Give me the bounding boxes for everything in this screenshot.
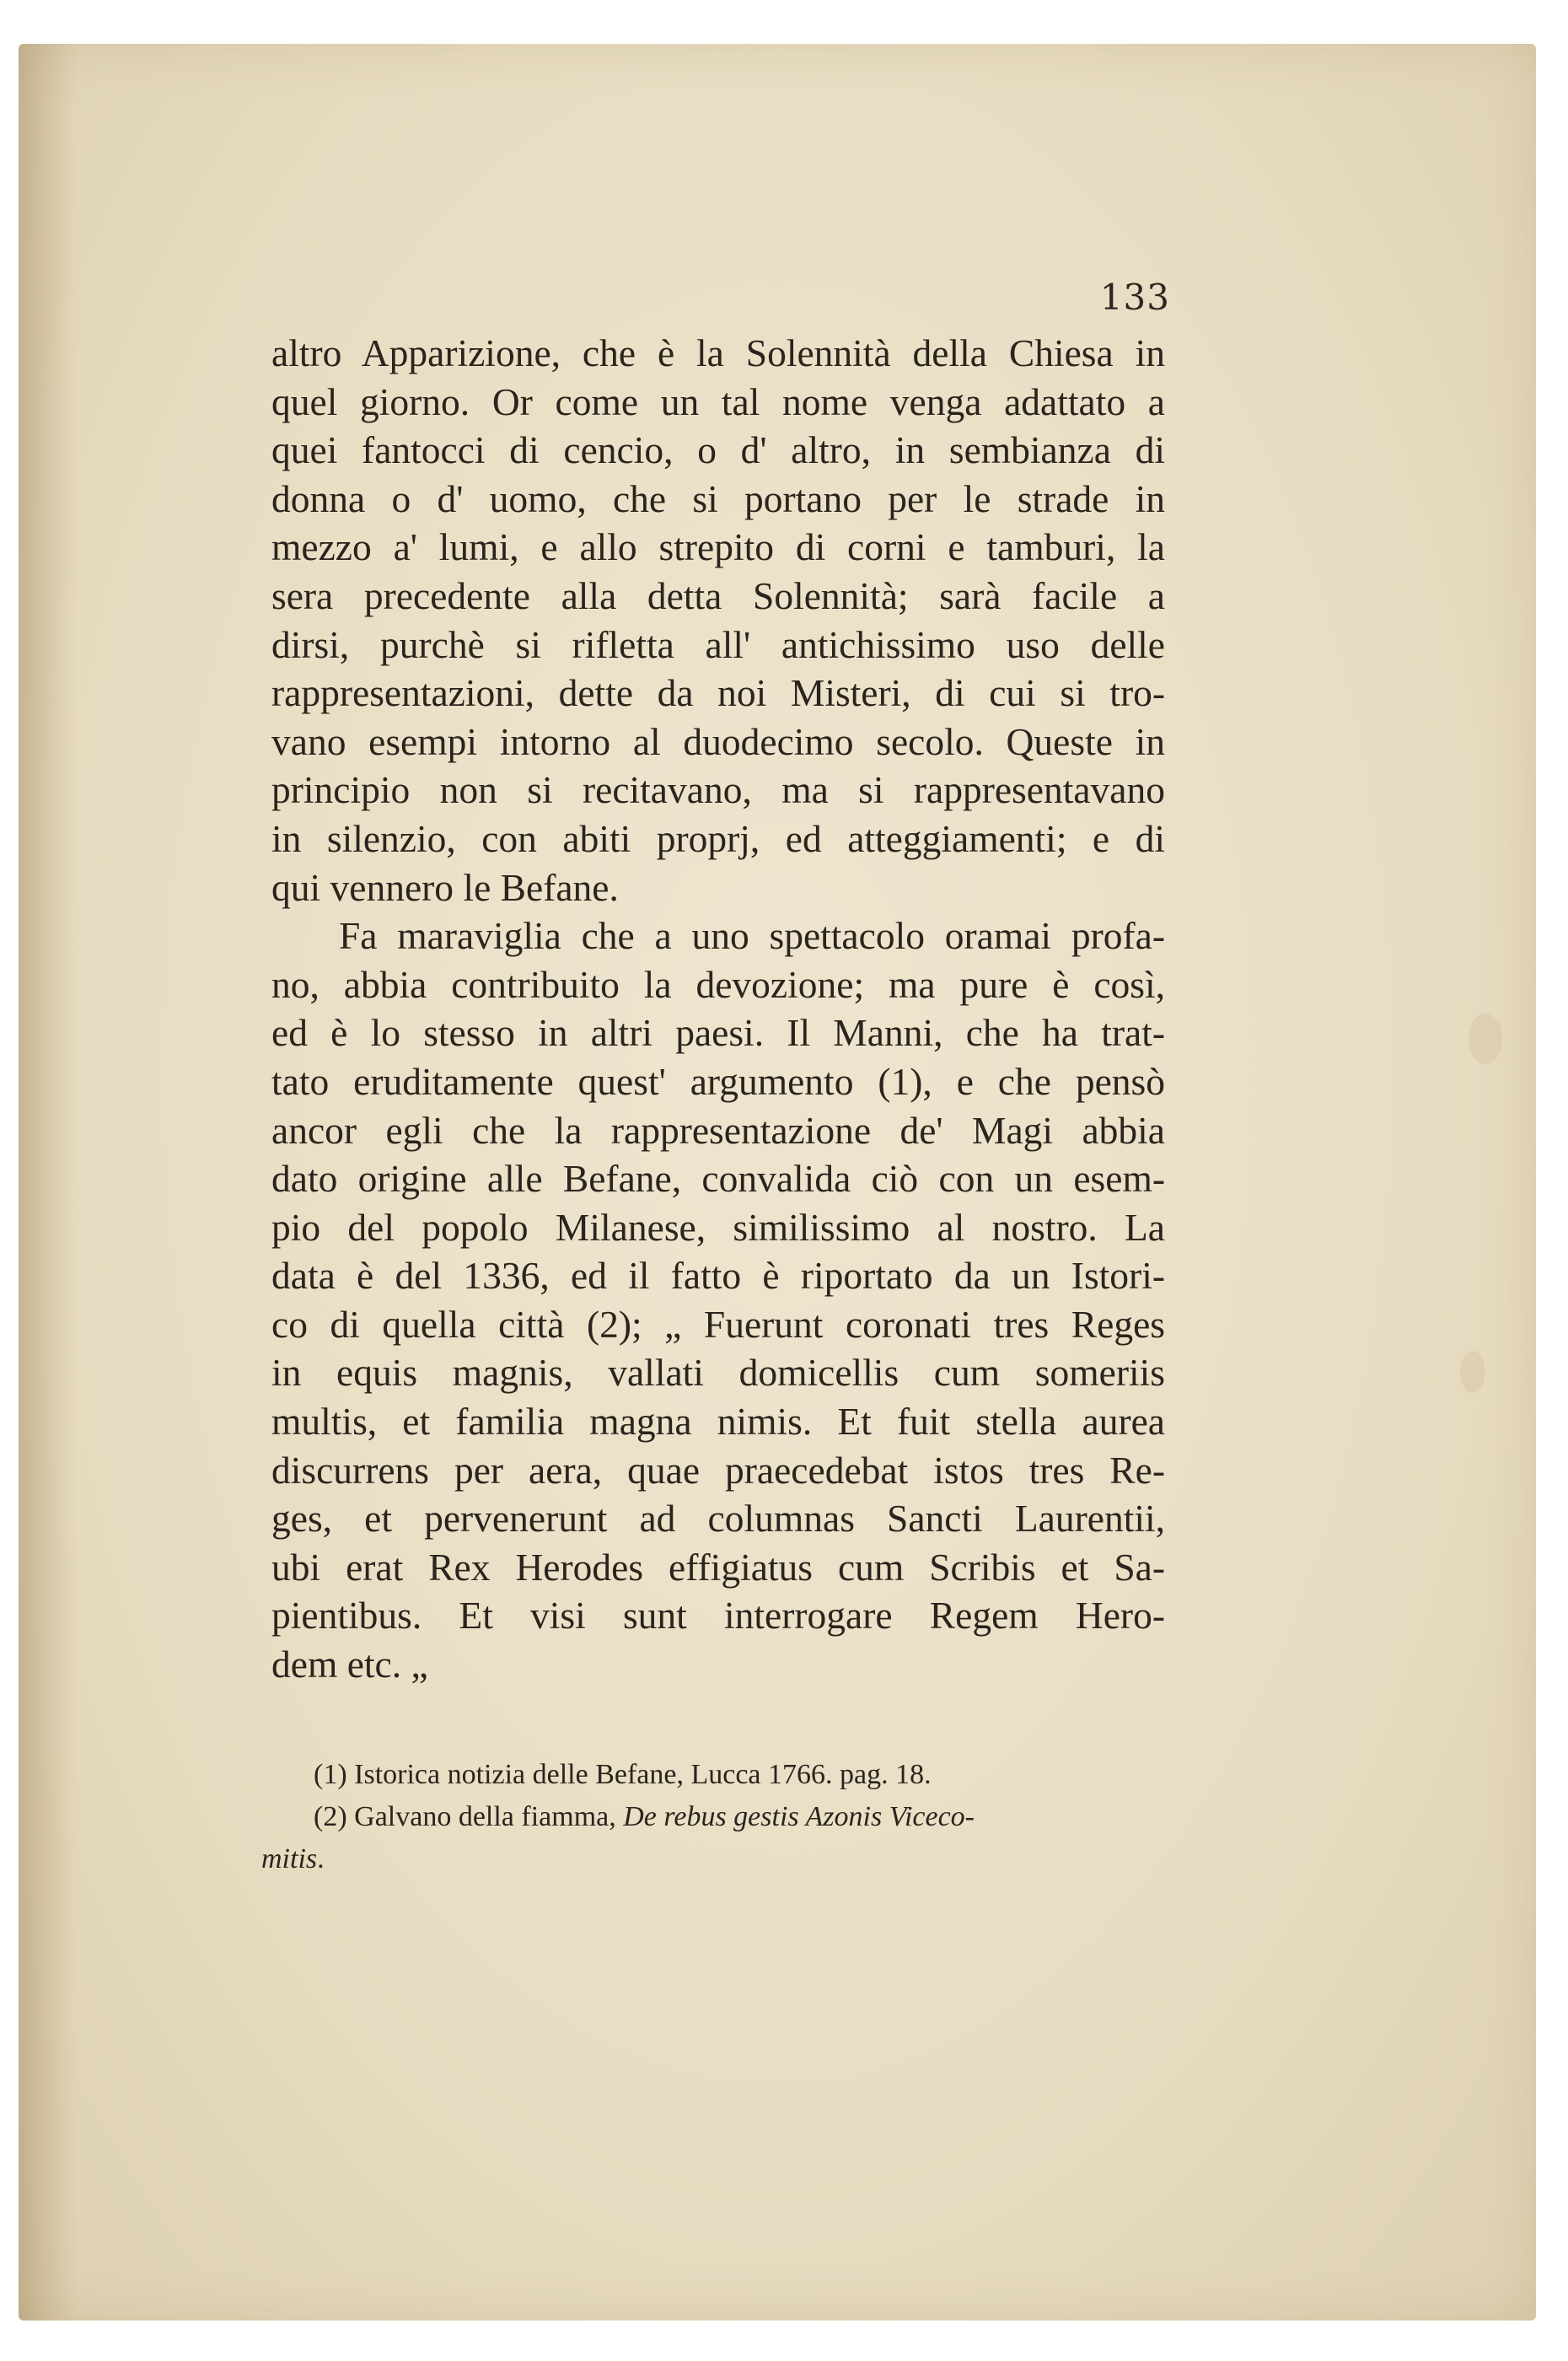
text-line: quel giorno. Or come un tal nome venga adattato a	[271, 379, 1165, 423]
footnote-2-author: (2) Galvano della fiamma,	[314, 1801, 624, 1832]
text-line: pientibus. Et visi sunt interrogare Regem Hero-	[271, 1594, 1165, 1638]
text-line: in equis magnis, vallati domicellis cum someriis	[271, 1351, 1165, 1395]
paragraph-start-line: Fa maraviglia che a uno spettacolo oramai profa-	[339, 914, 1165, 958]
text-line: principio non si recitavano, ma si rappresentavano	[271, 768, 1165, 812]
footnotes	[261, 1754, 1165, 1880]
main-text	[271, 329, 1165, 1689]
text-line: discurrens per aera, quae praecedebat istos tres Re-	[271, 1448, 1165, 1492]
footnote-2-period: .	[317, 1843, 325, 1874]
paper-stain	[1469, 1014, 1502, 1064]
text-line: vano esempi intorno al duodecimo secolo. Queste in	[271, 719, 1165, 763]
text-line: ges, et pervenerunt ad columnas Sancti Laurentii,	[271, 1497, 1165, 1541]
text-line: mezzo a' lumi, e allo strepito di corni e tamburi, la	[271, 525, 1165, 569]
text-line: sera precedente alla detta Solennità; sarà facile a	[271, 573, 1165, 617]
text-line: data è del 1336, ed il fatto è riportato da un Istori-	[271, 1254, 1165, 1298]
footnote-2-continuation	[261, 1838, 1165, 1880]
footnote-2	[314, 1796, 1165, 1838]
text-line: ubi erat Rex Herodes effigiatus cum Scribis et Sa-	[271, 1545, 1165, 1589]
text-line: dirsi, purchè si rifletta all' antichissimo uso delle	[271, 622, 1165, 666]
text-line: in silenzio, con abiti proprj, ed atteggiamenti; e di	[271, 816, 1165, 860]
text-line: dem etc. „	[271, 1643, 428, 1686]
text-line: tato eruditamente quest' argumento (1), e che pensò	[271, 1059, 1165, 1103]
text-line: pio del popolo Milanese, similissimo al nostro. La	[271, 1205, 1165, 1249]
text-line: altro Apparizione, che è la Solennità della Chiesa in	[271, 331, 1165, 374]
text-line: dato origine alle Befane, convalida ciò con un esem-	[271, 1157, 1165, 1201]
page-number: 133	[1099, 277, 1170, 318]
text-line: qui vennero le Befane.	[271, 865, 619, 909]
footnote-1: (1) Istorica notizia delle Befane, Lucca 1766. pag. 18.	[314, 1759, 932, 1790]
page-binding-shadow	[19, 44, 78, 2321]
text-line: rappresentazioni, dette da noi Misteri, di cui si tro-	[271, 671, 1165, 715]
footnote-2-title: De rebus gestis Azonis Viceco-	[623, 1801, 975, 1832]
footnote-2-title-end: mitis	[261, 1843, 318, 1874]
text-line: ed è lo stesso in altri paesi. Il Manni, che ha trat-	[271, 1011, 1165, 1055]
text-line: no, abbia contribuito la devozione; ma pure è così,	[271, 962, 1165, 1006]
text-line: quei fantocci di cencio, o d' altro, in sembianza di	[271, 428, 1165, 472]
text-line: donna o d' uomo, che si portano per le strade in	[271, 476, 1165, 520]
text-line: ancor egli che la rappresentazione de' Magi abbia	[271, 1108, 1165, 1152]
text-line: multis, et familia magna nimis. Et fuit stella aurea	[271, 1400, 1165, 1444]
paper-stain	[1460, 1351, 1485, 1393]
text-line: co di quella città (2); „ Fuerunt coronati tres Reges	[271, 1302, 1165, 1346]
